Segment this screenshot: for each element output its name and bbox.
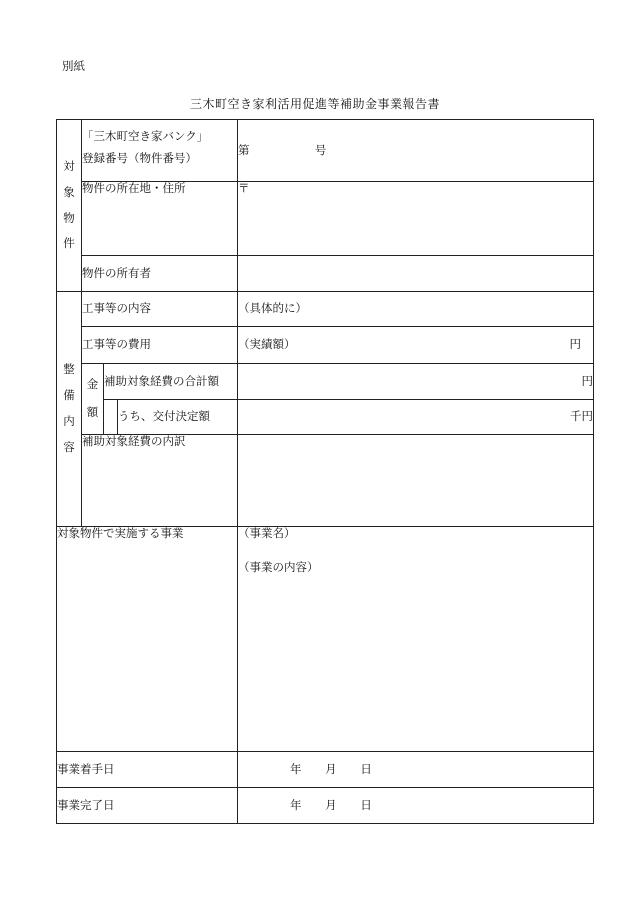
end-month: 月 bbox=[325, 797, 337, 812]
decided-thousand-yen: 千円 bbox=[570, 409, 594, 424]
start-day: 日 bbox=[360, 761, 372, 776]
report-form bbox=[56, 119, 594, 824]
eligible-total-cell[interactable] bbox=[238, 364, 594, 400]
registration-number-cell[interactable] bbox=[238, 120, 594, 182]
work-content-hint: （具体的に） bbox=[238, 301, 308, 316]
annex-label: 別紙 bbox=[62, 59, 85, 73]
location-label: 物件の所在地・住所 bbox=[82, 182, 238, 256]
work-cost-hint: （実績額） bbox=[238, 337, 296, 352]
work-content-cell[interactable] bbox=[238, 292, 594, 327]
project-name-hint: （事業名） bbox=[238, 526, 296, 540]
end-date-label: 事業完了日 bbox=[57, 788, 238, 824]
owner-label: 物件の所有者 bbox=[82, 256, 238, 292]
number-prefix: 第 bbox=[238, 142, 250, 157]
start-month: 月 bbox=[325, 761, 337, 776]
start-date-cell[interactable] bbox=[238, 752, 594, 788]
work-cost-cell[interactable] bbox=[238, 327, 594, 364]
amount-indent bbox=[104, 400, 118, 435]
project-cell[interactable] bbox=[238, 527, 594, 752]
project-label: 対象物件で実施する事業 bbox=[57, 527, 238, 752]
location-cell[interactable] bbox=[238, 182, 594, 256]
document-title: 三木町空き家利活用促進等補助金事業報告書 bbox=[189, 97, 440, 111]
amount-group-label: 金 額 bbox=[82, 364, 104, 435]
bank-registration-label: 「三木町空き家バンク」 登録番号（物件番号） bbox=[82, 120, 238, 182]
work-cost-label: 工事等の費用 bbox=[82, 327, 238, 364]
breakdown-label: 補助対象経費の内訳 bbox=[82, 435, 238, 527]
end-date-cell[interactable] bbox=[238, 788, 594, 824]
work-cost-yen: 円 bbox=[569, 337, 582, 352]
start-year: 年 bbox=[290, 761, 302, 776]
owner-cell[interactable] bbox=[238, 256, 594, 292]
decided-amount-cell[interactable] bbox=[238, 400, 594, 435]
property-group-label: 対 象 物 件 bbox=[57, 120, 82, 292]
eligible-total-yen: 円 bbox=[581, 373, 594, 388]
breakdown-cell[interactable] bbox=[238, 435, 594, 527]
decided-amount-label: うち、交付決定額 bbox=[118, 400, 238, 435]
start-date-label: 事業着手日 bbox=[57, 752, 238, 788]
work-content-label: 工事等の内容 bbox=[82, 292, 238, 327]
postal-mark: 〒 bbox=[238, 181, 250, 195]
project-content-hint: （事業の内容） bbox=[238, 559, 319, 574]
end-day: 日 bbox=[360, 797, 372, 812]
end-year: 年 bbox=[290, 797, 302, 812]
maintenance-group-label: 整 備 内 容 bbox=[57, 292, 82, 527]
eligible-total-label: 補助対象経費の合計額 bbox=[104, 364, 238, 400]
number-suffix: 号 bbox=[314, 142, 327, 157]
